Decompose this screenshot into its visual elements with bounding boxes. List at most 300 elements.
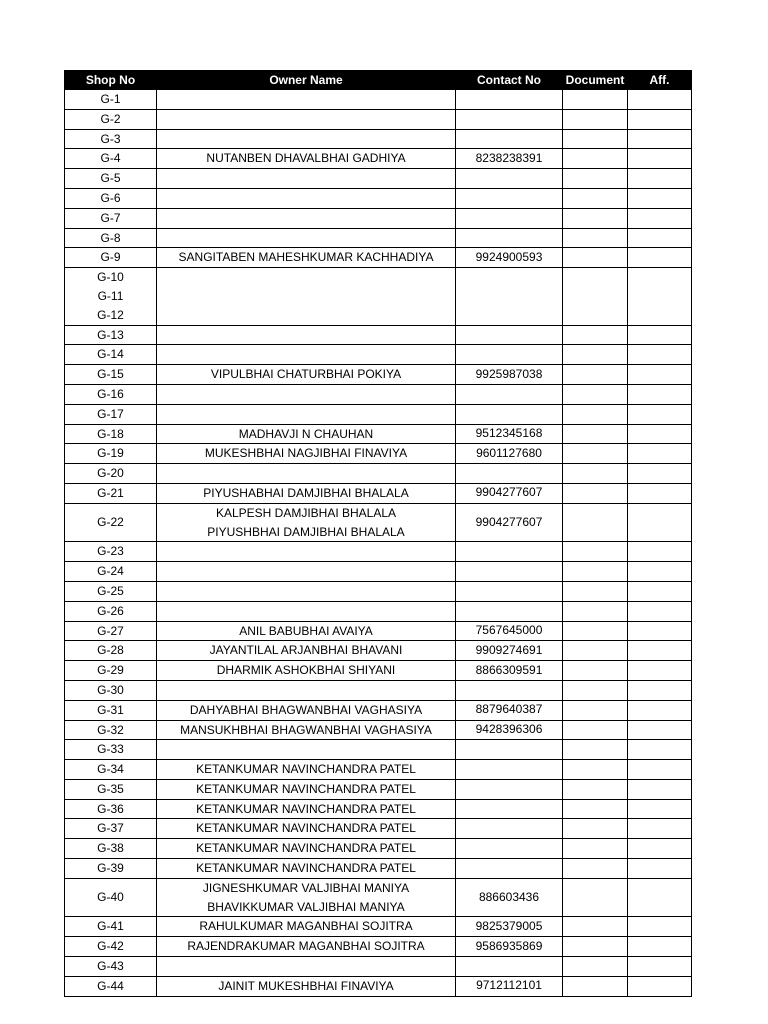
aff-cell [628,957,692,977]
table-row [65,917,692,937]
shop-no-cell-line: G-12 [97,307,124,322]
contact-no-cell [456,129,563,149]
document-cell [563,740,628,760]
shop-no-cell [65,779,157,799]
aff-cell [628,779,692,799]
owner-name-cell-line: KETANKUMAR NAVINCHANDRA PATEL [196,821,416,836]
table-row [65,799,692,819]
shop-no-cell [65,384,157,404]
contact-no-cell [456,859,563,879]
owner-name-cell [157,878,456,917]
document-cell [563,149,628,169]
header-owner-name: Owner Name [157,71,456,90]
contact-no-cell [456,839,563,859]
document-cell [563,268,628,325]
table-row [65,109,692,129]
owner-name-cell-line: SANGITABEN MAHESHKUMAR KACHHADIYA [178,250,434,265]
shop-no-cell [65,542,157,562]
document-cell [563,680,628,700]
document-cell [563,248,628,268]
aff-cell [628,562,692,582]
contact-no-cell [456,109,563,129]
contact-no-cell [456,464,563,484]
shop-no-cell [65,228,157,248]
owner-name-cell [157,740,456,760]
aff-cell [628,384,692,404]
shop-no-cell-line: G-43 [97,959,124,974]
shop-no-cell [65,90,157,110]
header-shop-no: Shop No [65,71,157,90]
shop-no-cell [65,937,157,957]
owner-name-cell [157,779,456,799]
table-row [65,601,692,621]
table-row [65,208,692,228]
shop-no-cell [65,503,157,542]
document-cell [563,641,628,661]
shop-no-cell [65,424,157,444]
shop-no-cell-line: G-22 [97,515,124,530]
document-cell [563,129,628,149]
header-contact-no: Contact No [456,71,563,90]
owner-name-cell [157,976,456,996]
table-row [65,661,692,681]
document-cell [563,325,628,345]
document-cell [563,581,628,601]
shop-no-cell [65,444,157,464]
document-cell [563,859,628,879]
shop-no-cell [65,839,157,859]
owner-name-cell-line: PIYUSHBHAI DAMJIBHAI BHALALA [207,524,405,539]
document-cell [563,562,628,582]
shop-no-cell-line: G-1 [100,92,121,106]
owner-name-cell-line: KETANKUMAR NAVINCHANDRA PATEL [196,841,416,856]
owner-name-cell [157,345,456,365]
owner-name-cell [157,720,456,740]
aff-cell [628,661,692,681]
aff-cell [628,129,692,149]
owner-name-cell-line: KETANKUMAR NAVINCHANDRA PATEL [196,861,416,876]
owner-name-cell [157,483,456,503]
owner-name-cell [157,839,456,859]
owner-name-cell [157,859,456,879]
owner-name-cell [157,424,456,444]
document-cell [563,384,628,404]
owner-name-cell-line: NUTANBEN DHAVALBHAI GADHIYA [206,151,406,166]
shop-no-cell [65,661,157,681]
aff-cell [628,581,692,601]
shop-no-cell [65,149,157,169]
shop-no-cell [65,976,157,996]
document-cell [563,542,628,562]
shop-no-cell [65,268,157,325]
contact-no-cell [456,819,563,839]
document-cell [563,188,628,208]
shop-no-cell [65,740,157,760]
table-row [65,384,692,404]
aff-cell [628,799,692,819]
contact-no-cell [456,228,563,248]
owner-name-cell [157,404,456,424]
table-row [65,839,692,859]
shop-owner-table [64,70,692,997]
document-cell [563,483,628,503]
contact-no-cell [456,384,563,404]
shop-no-cell-line: G-30 [97,682,124,697]
document-cell [563,819,628,839]
aff-cell [628,345,692,365]
shop-no-cell-line: G-26 [97,603,124,618]
owner-name-cell [157,149,456,169]
table-row [65,641,692,661]
table-row [65,581,692,601]
aff-cell [628,149,692,169]
table-row [65,562,692,582]
contact-no-cell [456,957,563,977]
contact-no-cell [456,740,563,760]
contact-no-cell [456,345,563,365]
aff-cell [628,444,692,464]
shop-no-cell-line: G-39 [97,861,124,876]
shop-no-cell [65,345,157,365]
table-row [65,740,692,760]
aff-cell [628,917,692,937]
table-row [65,976,692,996]
document-cell [563,208,628,228]
contact-no-cell [456,562,563,582]
shop-no-cell-line: G-21 [97,485,124,500]
aff-cell [628,90,692,110]
owner-name-cell-line: KALPESH DAMJIBHAI BHALALA [215,505,397,520]
shop-no-cell-line: G-9 [100,250,121,265]
owner-name-cell [157,129,456,149]
document-cell [563,621,628,641]
document-cell [563,878,628,917]
shop-no-cell [65,464,157,484]
shop-no-cell-line: G-33 [97,742,124,757]
shop-no-cell-line: G-6 [100,190,121,205]
aff-cell [628,621,692,641]
owner-name-cell-line: JIGNESHKUMAR VALJIBHAI MANIYA [202,880,410,895]
aff-cell [628,542,692,562]
table-row [65,483,692,503]
document-cell [563,365,628,385]
shop-no-cell-line: G-37 [97,821,124,836]
owner-name-cell [157,641,456,661]
owner-name-cell [157,384,456,404]
owner-name-cell-line: JAINIT MUKESHBHAI FINAVIYA [218,978,394,993]
shop-no-cell [65,404,157,424]
contact-no-cell: 8866309591 [456,661,563,681]
table-row [65,957,692,977]
shop-no-cell [65,581,157,601]
document-cell [563,601,628,621]
shop-no-cell-line: G-13 [97,327,124,342]
owner-name-cell-line: PIYUSHABHAI DAMJIBHAI BHALALA [203,485,409,500]
aff-cell [628,760,692,780]
document-cell [563,976,628,996]
aff-cell [628,740,692,760]
owner-name-cell-line: MUKESHBHAI NAGJIBHAI FINAVIYA [204,446,408,461]
owner-name-cell [157,109,456,129]
owner-name-cell [157,325,456,345]
shop-no-cell-line: G-7 [100,210,121,225]
table-row [65,878,692,917]
shop-no-cell [65,169,157,189]
document-cell [563,937,628,957]
shop-no-cell-line: G-36 [97,801,124,816]
owner-name-cell [157,365,456,385]
table-row [65,365,692,385]
shop-no-cell [65,680,157,700]
owner-name-cell-line: KETANKUMAR NAVINCHANDRA PATEL [196,801,416,816]
document-cell [563,169,628,189]
table-row [65,248,692,268]
contact-no-cell [456,601,563,621]
table-row [65,819,692,839]
owner-name-cell [157,680,456,700]
contact-no-cell [456,760,563,780]
aff-cell [628,228,692,248]
table-row [65,503,692,542]
document-cell [563,917,628,937]
document-cell [563,464,628,484]
shop-no-cell-line: G-28 [97,643,124,658]
aff-cell [628,720,692,740]
header-aff: Aff. [628,71,692,90]
owner-name-cell-line: MADHAVJI N CHAUHAN [238,426,374,441]
contact-no-cell: 9586935869 [456,937,563,957]
shop-no-cell-line: G-17 [97,406,124,421]
aff-cell [628,680,692,700]
contact-no-cell: 8238238391 [456,149,563,169]
table-row [65,404,692,424]
aff-cell [628,365,692,385]
document-cell [563,90,628,110]
owner-name-cell-line: VIPULBHAI CHATURBHAI POKIYA [210,367,402,382]
contact-no-cell [456,581,563,601]
document-cell [563,760,628,780]
shop-no-cell [65,129,157,149]
aff-cell [628,464,692,484]
aff-cell [628,109,692,129]
table-body [65,90,692,997]
contact-no-cell: 886603436 [456,878,563,917]
contact-no-cell: 9925987038 [456,365,563,385]
contact-no-cell: 9512345168 [456,424,563,444]
aff-cell [628,169,692,189]
table-row [65,680,692,700]
table-row [65,345,692,365]
shop-no-cell [65,208,157,228]
owner-name-cell-line: KETANKUMAR NAVINCHANDRA PATEL [196,762,416,777]
owner-name-cell [157,90,456,110]
contact-no-cell [456,799,563,819]
owner-name-cell [157,937,456,957]
owner-name-cell [157,562,456,582]
contact-no-cell: 9601127680 [456,444,563,464]
owner-name-cell [157,819,456,839]
shop-no-cell [65,325,157,345]
owner-name-cell [157,957,456,977]
owner-name-cell [157,464,456,484]
shop-no-cell [65,621,157,641]
owner-name-cell-line: KETANKUMAR NAVINCHANDRA PATEL [196,781,416,796]
shop-no-cell-line: G-41 [97,919,124,934]
shop-no-cell [65,760,157,780]
table-row [65,720,692,740]
table-row [65,444,692,464]
contact-no-cell: 9924900593 [456,248,563,268]
contact-no-cell: 9904277607 [456,503,563,542]
shop-no-cell-line: G-24 [97,564,124,579]
aff-cell [628,878,692,917]
shop-no-cell-line: G-3 [100,131,121,146]
owner-name-cell [157,917,456,937]
document-cell [563,700,628,720]
shop-no-cell-line: G-10 [97,270,124,285]
aff-cell [628,641,692,661]
owner-name-cell [157,248,456,268]
shop-no-cell-line: G-32 [97,722,124,737]
table-row [65,424,692,444]
table-row [65,268,692,325]
contact-no-cell: 9909274691 [456,641,563,661]
owner-name-cell [157,661,456,681]
table-row [65,228,692,248]
contact-no-cell [456,90,563,110]
owner-name-cell [157,760,456,780]
aff-cell [628,268,692,325]
shop-no-cell-line: G-23 [97,544,124,559]
shop-no-cell-line: G-8 [100,230,121,245]
header-row [65,71,692,90]
document-cell [563,109,628,129]
aff-cell [628,188,692,208]
owner-name-cell [157,799,456,819]
shop-no-cell-line: G-42 [97,939,124,954]
owner-name-cell-line: BHAVIKKUMAR VALJIBHAI MANIYA [207,899,405,914]
owner-name-cell-line: DHARMIK ASHOKBHAI SHIYANI [216,663,396,678]
shop-no-cell [65,641,157,661]
shop-no-cell [65,700,157,720]
aff-cell [628,859,692,879]
contact-no-cell [456,325,563,345]
contact-no-cell [456,188,563,208]
document-cell [563,345,628,365]
document-cell [563,424,628,444]
owner-name-cell-line: ANIL BABUBHAI AVAIYA [239,623,373,638]
contact-no-cell [456,404,563,424]
aff-cell [628,248,692,268]
contact-no-cell [456,169,563,189]
shop-no-cell-line: G-44 [97,978,124,993]
document-cell [563,957,628,977]
shop-no-cell [65,109,157,129]
shop-no-cell-line: G-2 [100,111,121,126]
aff-cell [628,700,692,720]
owner-name-cell-line: DAHYABHAI BHAGWANBHAI VAGHASIYA [189,702,423,717]
aff-cell [628,424,692,444]
header-document: Document [563,71,628,90]
shop-no-cell-line: G-29 [97,663,124,678]
shop-no-cell [65,248,157,268]
aff-cell [628,503,692,542]
document-cell [563,228,628,248]
owner-name-cell [157,621,456,641]
contact-no-cell [456,680,563,700]
document-cell [563,779,628,799]
shop-no-cell [65,483,157,503]
table-row [65,779,692,799]
shop-no-cell-line: G-4 [100,151,121,166]
shop-no-cell [65,601,157,621]
owner-name-cell [157,542,456,562]
shop-no-cell [65,917,157,937]
owner-name-cell [157,208,456,228]
table-row [65,188,692,208]
shop-no-cell-line: G-16 [97,386,124,401]
shop-no-cell-line: G-35 [97,781,124,796]
shop-no-cell [65,878,157,917]
document-cell [563,799,628,819]
contact-no-cell: 9825379005 [456,917,563,937]
shop-no-cell-line: G-11 [97,288,124,303]
shop-no-cell [65,562,157,582]
aff-cell [628,483,692,503]
contact-no-cell: 9712112101 [456,976,563,996]
owner-name-cell-line: RAJENDRAKUMAR MAGANBHAI SOJITRA [187,939,425,954]
owner-name-cell-line: RAHULKUMAR MAGANBHAI SOJITRA [199,919,413,934]
owner-name-cell [157,268,456,325]
contact-no-cell [456,542,563,562]
shop-no-cell [65,819,157,839]
aff-cell [628,404,692,424]
aff-cell [628,839,692,859]
contact-no-cell [456,779,563,799]
shop-no-cell [65,188,157,208]
shop-no-cell-line: G-5 [100,171,121,186]
shop-no-cell-line: G-18 [97,426,124,441]
table-row [65,129,692,149]
aff-cell [628,601,692,621]
table-row [65,325,692,345]
shop-no-cell-line: G-31 [97,702,124,717]
table-row [65,90,692,110]
aff-cell [628,937,692,957]
table-row [65,542,692,562]
shop-no-cell [65,799,157,819]
shop-no-cell-line: G-14 [97,347,124,362]
contact-no-cell [456,208,563,228]
shop-no-cell [65,365,157,385]
owner-name-cell [157,444,456,464]
shop-no-cell-line: G-20 [97,466,124,481]
owner-name-cell [157,601,456,621]
shop-no-cell-line: G-38 [97,841,124,856]
aff-cell [628,976,692,996]
owner-name-cell-line: JAYANTILAL ARJANBHAI BHAVANI [209,643,403,658]
owner-name-cell [157,503,456,542]
owner-name-cell [157,581,456,601]
aff-cell [628,208,692,228]
document-cell [563,444,628,464]
shop-no-cell [65,957,157,977]
table-row [65,149,692,169]
shop-no-cell [65,859,157,879]
shop-no-cell-line: G-25 [97,583,124,598]
table-row [65,700,692,720]
contact-no-cell [456,268,563,325]
